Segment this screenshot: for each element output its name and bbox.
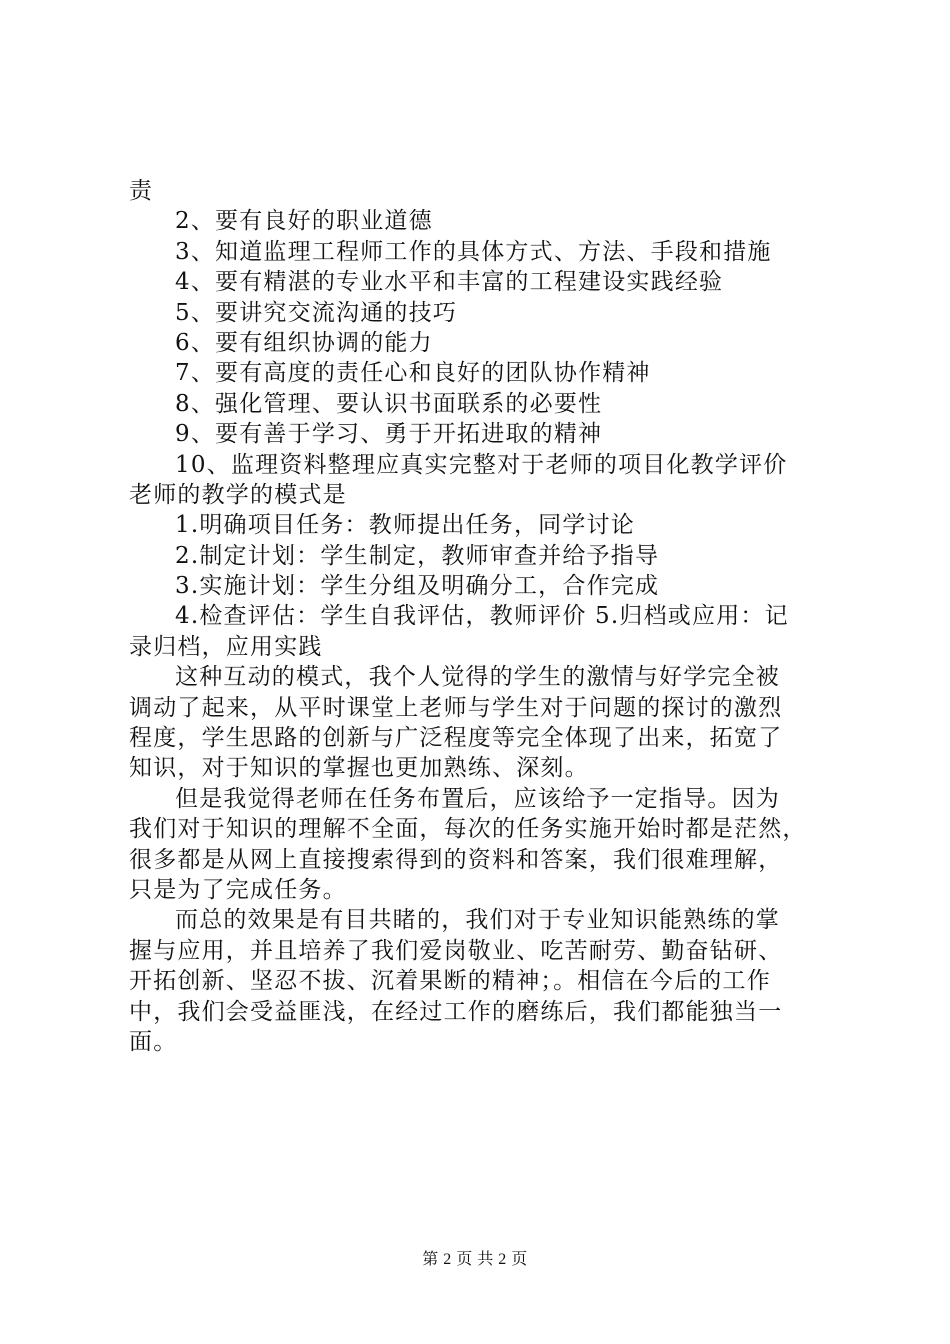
paragraph-line: 我们对于知识的理解不全面，每次的任务实施开始时都是茫然， <box>129 816 807 843</box>
list-item: 3.实施计划：学生分组及明确分工，合作完成 <box>175 573 660 600</box>
paragraph-line: 开拓创新、坚忍不拔、沉着果断的精神；。相信在今后的工作 <box>129 968 771 995</box>
list-item: 8、强化管理、要认识书面联系的必要性 <box>175 390 603 417</box>
list-item: 5、要讲究交流沟通的技巧 <box>175 299 458 326</box>
paragraph-line: 握与应用，并且培养了我们爱岗敬业、吃苦耐劳、勤奋钻研、 <box>129 937 783 964</box>
page-number-footer: 第 2 页 共 2 页 <box>422 1251 528 1268</box>
paragraph-line: 很多都是从网上直接搜索得到的资料和答案，我们很难理解， <box>129 846 783 873</box>
list-item: 10、监理资料整理应真实完整对于老师的项目化教学评价 <box>175 451 788 478</box>
text-line: 老师的教学的模式是 <box>129 481 347 508</box>
paragraph-line: 但是我觉得老师在任务布置后，应该给予一定指导。因为 <box>175 785 780 812</box>
paragraph-line: 而总的效果是有目共睹的，我们对于专业知识能熟练的掌 <box>175 907 780 934</box>
list-item: 6、要有组织协调的能力 <box>175 329 433 356</box>
list-item: 3、知道监理工程师工作的具体方式、方法、手段和措施 <box>175 238 772 265</box>
paragraph-line: 调动了起来，从平时课堂上老师与学生对于问题的探讨的激烈 <box>129 694 783 721</box>
list-item: 4、要有精湛的专业水平和丰富的工程建设实践经验 <box>175 269 724 296</box>
list-item: 2、要有良好的职业道德 <box>175 208 433 235</box>
list-item: 1.明确项目任务：教师提出任务，同学讨论 <box>175 512 635 539</box>
text-line: 责 <box>129 178 154 204</box>
paragraph-line: 中，我们会受益匪浅，在经过工作的磨练后，我们都能独当一 <box>129 998 783 1025</box>
paragraph-line: 程度，学生思路的创新与广泛程度等完全体现了出来，拓宽了 <box>129 725 783 752</box>
text-line: 录归档，应用实践 <box>129 633 323 660</box>
paragraph-line: 只是为了完成任务。 <box>129 876 347 903</box>
list-item: 4.检查评估：学生自我评估，教师评价 5.归档或应用：记 <box>175 603 789 630</box>
list-item: 2.制定计划：学生制定，教师审查并给予指导 <box>175 542 660 569</box>
paragraph-line: 面。 <box>129 1028 178 1055</box>
paragraph-line: 知识，对于知识的掌握也更加熟练、深刻。 <box>129 755 589 782</box>
list-item: 9、要有善于学习、勇于开拓进取的精神 <box>175 421 603 448</box>
document-body <box>129 176 835 1057</box>
list-item: 7、要有高度的责任心和良好的团队协作精神 <box>175 360 651 387</box>
paragraph-line: 这种互动的模式，我个人觉得的学生的激情与好学完全被 <box>175 664 780 691</box>
